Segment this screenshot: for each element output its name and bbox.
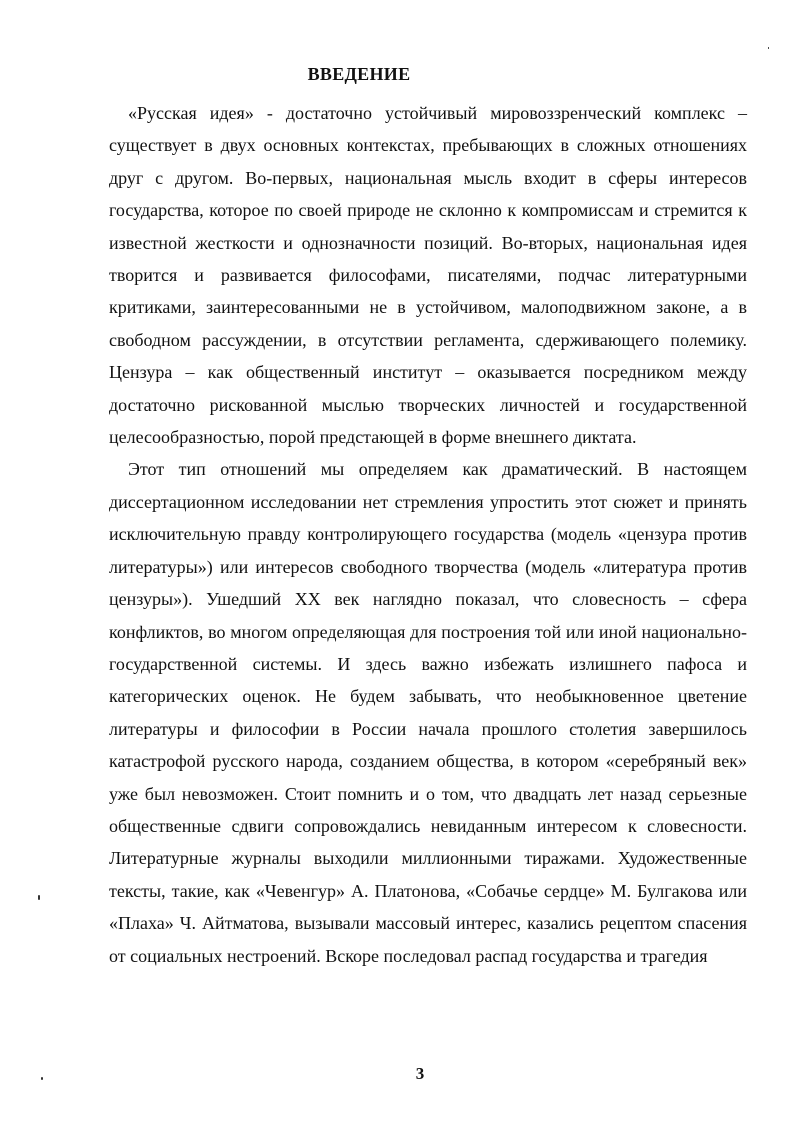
page-number: 3 [415,1064,425,1083]
page-title: ВВЕДЕНИЕ [307,64,411,84]
scan-speck [41,1077,43,1080]
scan-speck [768,47,769,49]
paragraph: Этот тип отношений мы определяем как драматический. В настоящем диссертационном исследовании нет стремления упростить этот сюжет и принять исключительную правду контролирующего государства (модель «цензура против литературы») или интересов свободного творчества (модель «литература против цензуры»). Ушедший XX век наглядно показал, что словесность – сфера конфликтов, во многом определяющая для построения той или иной национально-государственной системы. И здесь важно избежать излишнего пафоса и категорических оценок. Не будем забывать, что необыкновенное цветение литературы и философии в России начала прошлого столетия завершилось катастрофой русского народа, созданием общества, в котором «серебряный век» уже был невозможен. Стоит помнить и о том, что двадцать лет назад серьезные общественные сдвиги сопровождались невиданным интересом к словесности. Литературные журналы выходили миллионными тиражами. Художественные тексты, такие, как «Чевенгур» А. Платонова, «Собачье сердце» М. Булгакова или «Плаха» Ч. Айтматова, вызывали массовый интерес, казались рецептом спасения от социальных нестроений. Вскоре последовал распад государства и трагедия [109,459,747,966]
paragraph: «Русская идея» - достаточно устойчивый мировоззренческий комплекс – существует в двух основных контекстах, пребывающих в сложных отношениях друг с другом. Во-первых, национальная мысль входит в сферы интересов государства, которое по своей природе не склонно к компромиссам и стремится к известной жесткости и однозначности позиций. Во-вторых, национальная идея творится и развивается философами, писателями, подчас литературными критиками, заинтересованными не в устойчивом, малоподвижном законе, а в свободном рассуждении, в отсутствии регламента, сдерживающего полемику. Цензура – как общественный институт – оказывается посредником между достаточно рискованной мыслью творческих личностей и государственной целесообразностью, порой предстающей в форме внешнего диктата. [109,103,747,448]
scan-speck [38,895,40,900]
body-text [109,97,747,972]
